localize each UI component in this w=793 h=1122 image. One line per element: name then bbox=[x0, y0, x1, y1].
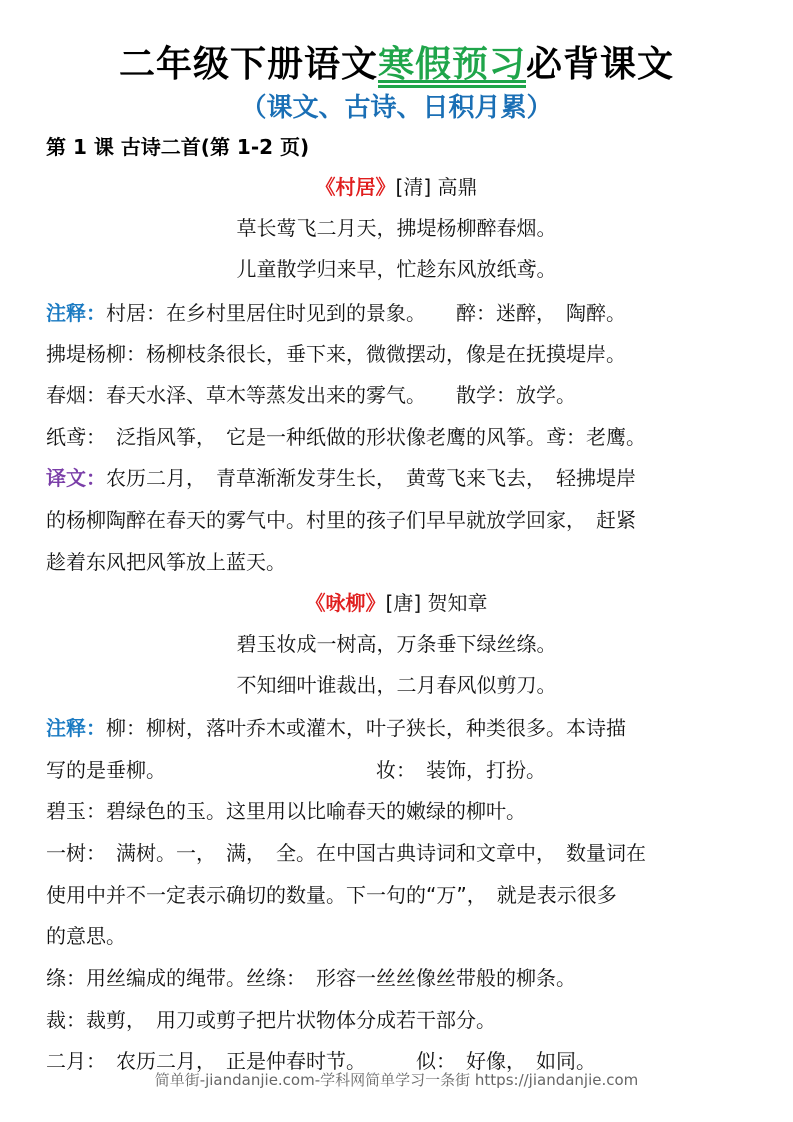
poem1-title: 《村居》 bbox=[315, 175, 396, 199]
page-subtitle: （课文、古诗、日积月累） bbox=[240, 93, 553, 123]
poem1-notes-label: 注释： bbox=[46, 301, 106, 325]
title-part-2: 必背课文 bbox=[526, 44, 675, 85]
poem1-note-1 bbox=[46, 298, 751, 328]
poem2-note-3: 碧玉：碧绿色的玉。这里用以比喻春天的嫩绿的柳叶。 bbox=[46, 799, 526, 823]
poem2-note-text: 柳：柳树，落叶乔木或灌木，叶子狭长，种类很多。本诗描 bbox=[106, 716, 626, 740]
poem2-title: 《咏柳》 bbox=[305, 591, 386, 615]
poem2-notes-label: 注释： bbox=[46, 716, 106, 740]
poem1-note-2: 拂堤杨柳：杨柳枝条很长，垂下来，微微摆动，像是在抚摸堤岸。 bbox=[46, 342, 626, 366]
poem1-line-1: 草长莺飞二月天，拂堤杨柳醉春烟。 bbox=[236, 216, 557, 240]
poem1-header bbox=[0, 172, 793, 202]
watermark-footer: 简单街-jiandanjie.com-学科网简单学习一条街 https://jiandanjie.com bbox=[154, 1071, 639, 1089]
poem1-translation-2: 的杨柳陶醉在春天的雾气中。村里的孩子们早早就放学回家， 赶紧 bbox=[46, 508, 636, 532]
poem1-note-text: 村居：在乡村里居住时见到的景象。 醉：迷醉， 陶醉。 bbox=[106, 301, 626, 325]
title-part-1: 二年级下册语文 bbox=[118, 44, 378, 85]
poem2-note-4: 一树： 满树。一， 满， 全。在中国古典诗词和文章中， 数量词在 bbox=[46, 841, 646, 865]
poem2-note-8: 裁：裁剪， 用刀或剪子把片状物体分成若干部分。 bbox=[46, 1008, 496, 1032]
poem2-note-5: 使用中并不一定表示确切的数量。下一句的“万”， 就是表示很多 bbox=[46, 883, 617, 907]
poem1-line-2: 儿童散学归来早，忙趁东风放纸鸢。 bbox=[236, 257, 557, 281]
poem1-translation-3: 趁着东风把风筝放上蓝天。 bbox=[46, 550, 286, 574]
poem2-note-6: 的意思。 bbox=[46, 924, 126, 948]
poem2-author: [唐] 贺知章 bbox=[385, 591, 488, 615]
page-title bbox=[0, 38, 793, 92]
poem1-translation-label: 译文： bbox=[46, 466, 106, 490]
poem2-line-2: 不知细叶谁裁出，二月春风似剪刀。 bbox=[236, 673, 557, 697]
poem2-note-2: 写的是垂柳。 妆： 装饰，打扮。 bbox=[46, 758, 546, 782]
title-highlight: 寒假预习 bbox=[377, 44, 526, 85]
poem1-note-4: 纸鸢： 泛指风筝， 它是一种纸做的形状像老鹰的风筝。鸢：老鹰。 bbox=[46, 425, 646, 449]
poem1-author: [清] 高鼎 bbox=[395, 175, 478, 199]
poem2-note-9: 二月： 农历二月， 正是仲春时节。 似： 好像， 如同。 bbox=[46, 1049, 596, 1073]
poem1-translation-1 bbox=[46, 463, 751, 493]
poem2-header bbox=[0, 588, 793, 618]
poem1-translation-text: 农历二月， 青草渐渐发芽生长， 黄莺飞来飞去， 轻拂堤岸 bbox=[106, 466, 636, 490]
poem2-note-1 bbox=[46, 713, 751, 743]
poem1-note-3: 春烟：春天水泽、草木等蒸发出来的雾气。 散学：放学。 bbox=[46, 383, 576, 407]
poem2-note-7: 绦：用丝编成的绳带。丝绦： 形容一丝丝像丝带般的柳条。 bbox=[46, 966, 576, 990]
poem2-line-1: 碧玉妆成一树高，万条垂下绿丝绦。 bbox=[236, 632, 557, 656]
lesson-heading: 第 1 课 古诗二首(第 1-2 页) bbox=[46, 135, 310, 159]
